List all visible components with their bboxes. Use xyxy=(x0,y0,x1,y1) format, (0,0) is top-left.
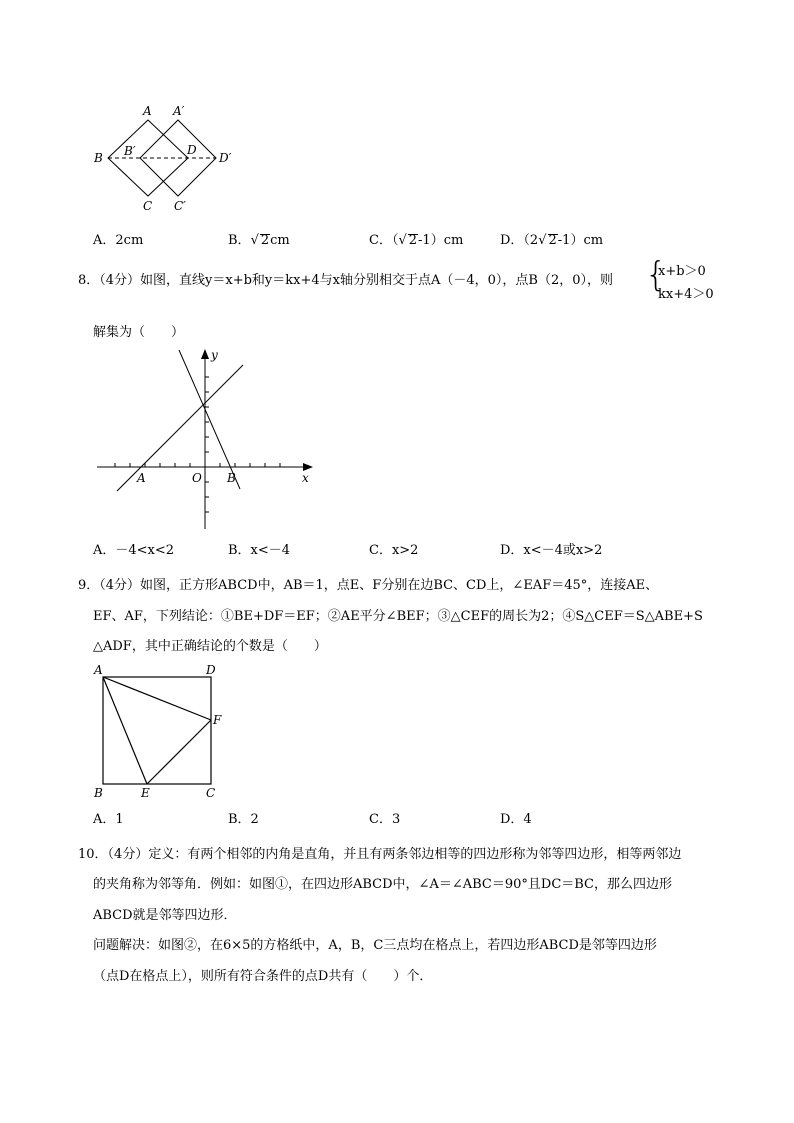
square-abcd xyxy=(108,120,188,196)
q8-option-b[interactable]: B．x<－4 xyxy=(228,543,291,558)
label-F: F xyxy=(213,713,222,727)
segment-EF xyxy=(147,720,211,784)
q10-stem-line2: 的夹角称为邻等角．例如：如图①，在四边形ABCD中，∠A＝∠ABC＝90°且DC＝BC，那么四边形 xyxy=(93,877,673,892)
q8-system-ineq1: x+b＞0 xyxy=(658,264,706,279)
q9-option-b[interactable]: B．2 xyxy=(228,812,259,827)
label-A2: A′ xyxy=(173,104,185,118)
label-A: A xyxy=(143,104,152,118)
q9-stem-line3: △ADF，其中正确结论的个数是（ ） xyxy=(93,639,327,654)
q8-option-d[interactable]: D．x<－4或x>2 xyxy=(500,543,603,558)
x-axis-arrow-icon xyxy=(303,463,313,471)
q8-stem-line1: 8．（4分）如图，直线y＝x+b和y＝kx+4与x轴分别相交于点A（－4，0），点B（2，0），则 xyxy=(78,273,614,288)
y-ticks xyxy=(205,377,209,512)
q9-option-d[interactable]: D．4 xyxy=(500,812,532,827)
label-C2: C′ xyxy=(174,199,186,213)
segment-AF xyxy=(103,677,211,720)
x-ticks xyxy=(115,463,280,467)
label-D: D xyxy=(206,663,216,677)
label-O: O xyxy=(192,471,202,485)
square-abcd xyxy=(103,677,211,784)
q8-option-a[interactable]: A．－4<x<2 xyxy=(93,543,175,558)
q7-option-a[interactable]: A．2cm xyxy=(93,233,144,248)
q8-graph xyxy=(95,345,320,531)
q7-option-c-prefix: C．（ xyxy=(369,233,399,248)
q10-stem-line1: 10．（4分）定义：有两个相邻的内角是直角，并且有两条邻边相等的四边形称为邻等四边形，相等两邻边 xyxy=(78,847,682,862)
label-B: B xyxy=(227,471,236,485)
label-x: x xyxy=(302,471,309,485)
q7-option-d-suffix: -1）cm xyxy=(557,233,604,248)
sqrt-icon: √ xyxy=(538,233,547,248)
q9-figure xyxy=(90,660,230,800)
brace-icon: { xyxy=(645,255,667,295)
sqrt-icon: √ xyxy=(398,233,407,248)
q7-option-d-prefix: D．（2 xyxy=(500,233,539,248)
q7-option-d[interactable] xyxy=(500,229,603,248)
label-C: C xyxy=(143,199,153,213)
y-axis-arrow-icon xyxy=(201,349,209,359)
label-A: A xyxy=(94,663,103,677)
q9-option-c[interactable]: C．3 xyxy=(369,812,401,827)
q8-stem-line2: 解集为（ ） xyxy=(93,325,185,340)
q10-stem-line5: （点D在格点上），则所有符合条件的点D共有（ ）个． xyxy=(93,969,433,984)
q7-option-b-prefix: B． xyxy=(228,233,251,248)
q9-stem-line2: EF、AF，下列结论：①BE+DF＝EF；②AE平分∠BEF；③△CEF的周长为2；④S△CEF＝S△ABE+S xyxy=(93,609,703,624)
label-E: E xyxy=(141,786,150,800)
label-y: y xyxy=(211,348,218,362)
q9-stem-line1: 9．（4分）如图，正方形ABCD中，AB＝1，点E、F分别在边BC、CD上，∠EAF＝45°，连接AE、 xyxy=(78,578,659,593)
label-D2: D′ xyxy=(219,151,232,165)
q7-option-c[interactable] xyxy=(369,229,463,248)
label-B: B xyxy=(94,151,103,165)
q10-stem-line4: 问题解决：如图②，在6×5的方格纸中，A，B，C三点均在格点上，若四边形ABCD是邻等四边形 xyxy=(93,938,657,953)
q7-figure xyxy=(88,98,248,220)
label-A: A xyxy=(137,471,146,485)
sqrt-icon: √ xyxy=(250,233,259,248)
label-D: D xyxy=(187,143,197,157)
q7-option-b-root: 2 xyxy=(260,233,270,248)
q7-option-b[interactable] xyxy=(228,229,290,248)
q7-option-d-root: 2 xyxy=(548,233,557,248)
line-y-eq-x-plus-b xyxy=(117,365,243,491)
q7-option-c-suffix: -1）cm xyxy=(418,233,464,248)
label-C: C xyxy=(206,786,216,800)
label-B: B xyxy=(94,786,103,800)
q10-stem-line3: ABCD就是邻等四边形． xyxy=(93,908,237,923)
q8-system-ineq2: kx+4＞0 xyxy=(658,287,714,302)
q7-option-b-suffix: cm xyxy=(270,233,290,248)
segment-AE xyxy=(103,677,147,784)
q8-option-c[interactable]: C．x>2 xyxy=(369,543,419,558)
q7-option-c-root: 2 xyxy=(408,233,418,248)
q9-option-a[interactable]: A．1 xyxy=(93,812,124,827)
label-B2: B′ xyxy=(124,144,136,158)
